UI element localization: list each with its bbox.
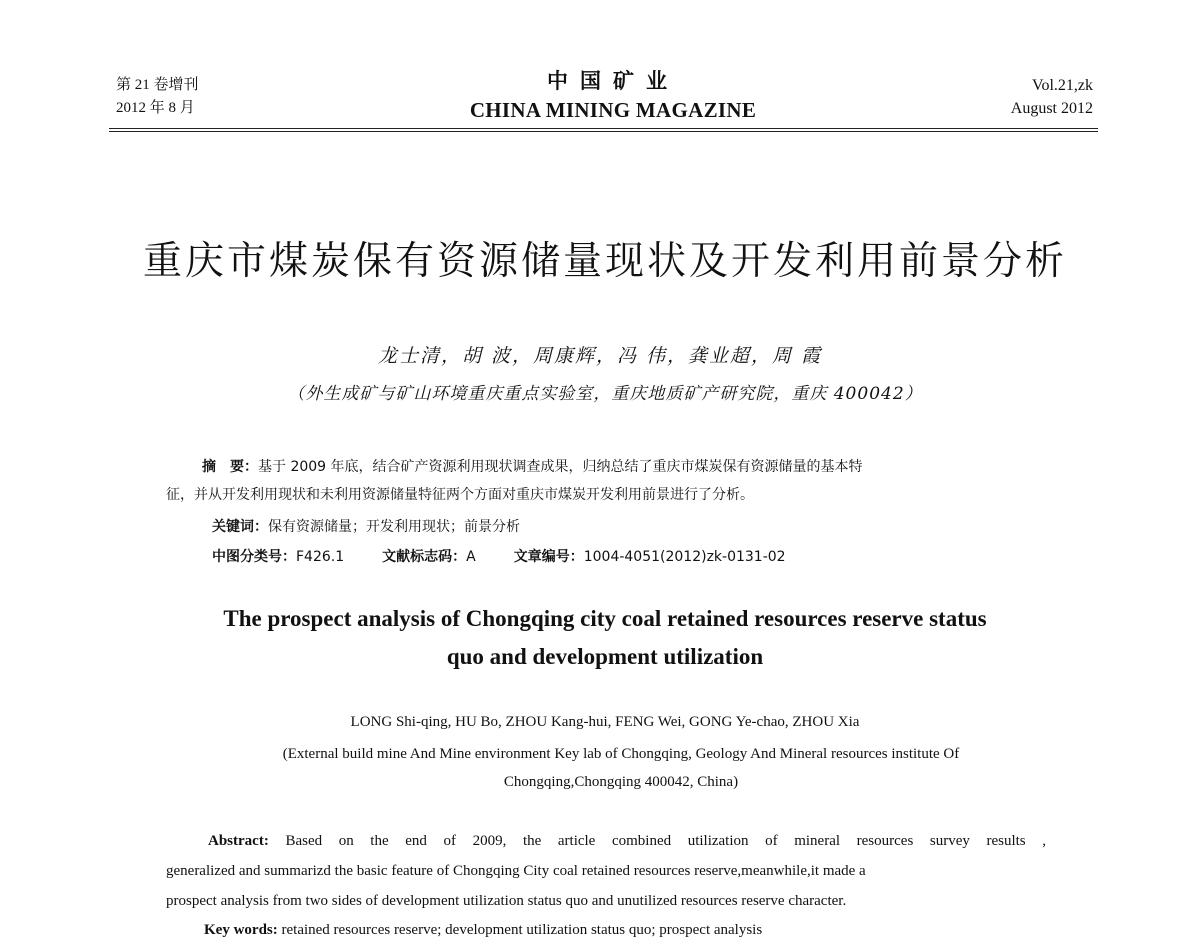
paper-title-en-line2: quo and development utilization [446, 644, 764, 669]
abstract-cn-line1 [202, 453, 1082, 481]
affiliation-en [0, 740, 1200, 796]
paper-title-en [0, 600, 1200, 676]
header-volume-en: Vol.21,zk [1031, 77, 1093, 94]
abstract-en-label: Abstract: [208, 833, 269, 849]
affiliation-en-line2: Chongqing,Chongqing 400042, China) [503, 774, 739, 790]
abstract-en-text-1: Based on the end of 2009, the article combined utilization of mineral resources survey results , [285, 833, 1046, 849]
abstract-en-line2: generalized and summarizd the basic feature of Chongqing City coal retained resources reserve,meanwhile,it made a [166, 863, 866, 879]
abstract-cn-text-2: 征，并从开发利用现状和未利用资源储量特征两个方面对重庆市煤炭开发利用前景进行了分析。 [166, 487, 754, 503]
authors-en: LONG Shi-qing, HU Bo, ZHOU Kang-hui, FENG Wei, GONG Ye-chao, ZHOU Xia [350, 714, 860, 730]
header-volume-cn: 第 21 卷增刊 [116, 77, 199, 93]
header-date-en: August 2012 [1010, 100, 1093, 117]
paper-title-en-line1: The prospect analysis of Chongqing city coal retained resources reserve status [223, 606, 987, 631]
clc-label: 中图分类号： [212, 549, 296, 565]
article-id-label: 文章编号： [513, 549, 584, 565]
abstract-en [166, 826, 1046, 916]
keywords-cn-text: 保有资源储量；开发利用现状；前景分析 [268, 519, 520, 535]
header-rule-top [109, 128, 1098, 129]
header-rule-bottom [109, 131, 1098, 132]
abstract-en-line3: prospect analysis from two sides of development utilization status quo and unutilized resources reserve character. [166, 893, 847, 909]
doc-code-label: 文献标志码： [382, 549, 467, 565]
journal-name-en: CHINA MINING MAGAZINE [469, 98, 757, 122]
header-volume-info-en [1011, 74, 1093, 120]
abstract-en-line1 [166, 826, 1046, 856]
abstract-cn-line2 [166, 481, 1066, 509]
affiliation-cn: （外生成矿与矿山环境重庆重点实验室，重庆地质矿产研究院，重庆 400042） [287, 384, 923, 404]
article-id-value: 1004-4051(2012)zk-0131-02 [583, 549, 786, 565]
doc-code-value: A [466, 549, 476, 565]
paper-title-cn: 重庆市煤炭保有资源储量现状及开发利用前景分析 [142, 239, 1067, 284]
keywords-en-label: Key words: [204, 922, 278, 938]
authors-cn: 龙士清，胡 波，周康辉，冯 伟，龚业超，周 霞 [377, 345, 823, 367]
affiliation-en-line1: (External build mine And Mine environment Key lab of Chongqing, Geology And Mineral resources institute Of [282, 746, 960, 762]
keywords-en-text: retained resources reserve; development utilization status quo; prospect analysis [281, 922, 763, 938]
keywords-en [204, 918, 762, 942]
abstract-cn-text-1: 基于 2009 年底，结合矿产资源利用现状调查成果，归纳总结了重庆市煤炭保有资源储量的基本特 [258, 459, 863, 475]
header-date-cn: 2012 年 8 月 [116, 100, 195, 116]
journal-name-cn: 中国矿业 [547, 69, 679, 93]
keywords-cn [212, 513, 520, 541]
clc-value: F426.1 [296, 549, 345, 565]
keywords-cn-label: 关键词： [212, 519, 268, 535]
abstract-cn-label: 摘 要： [202, 459, 258, 475]
classification-line [212, 543, 786, 571]
